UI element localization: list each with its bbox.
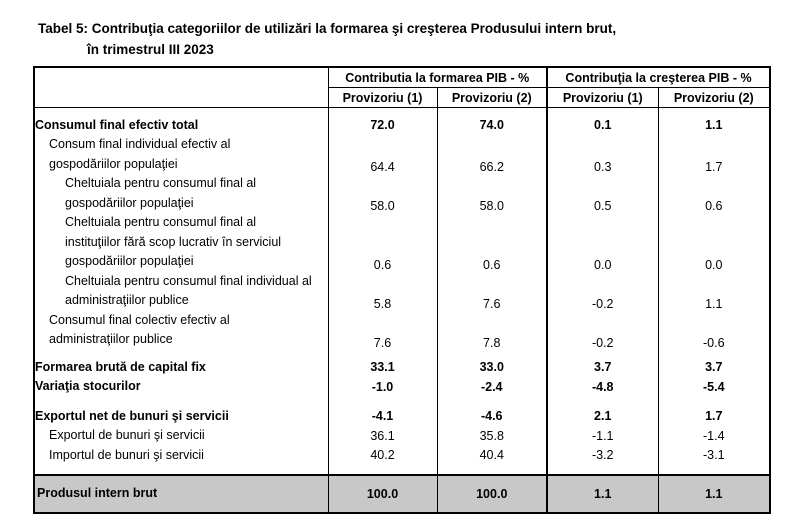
row-label: Importul de bunuri şi servicii [49, 447, 204, 462]
table-row [34, 116, 770, 136]
cell-value: -3.1 [658, 446, 770, 466]
cell-value: -0.2 [547, 272, 658, 311]
cell-value: 1.1 [658, 116, 770, 136]
row-label: Consumul final colectiv efectiv al administraţiilor publice [49, 312, 230, 346]
cell-value: 0.6 [328, 213, 437, 272]
row-label: Cheltuiala pentru consumul final al gospodăriilor populaţiei [65, 176, 257, 210]
cell-value: -0.6 [658, 311, 770, 350]
cell-value: 0.6 [658, 174, 770, 213]
cell-value: -4.1 [328, 407, 437, 427]
row-label: Cheltuiala pentru consumul final al instituţiilor fără scop lucrativ în serviciul gospodăriilor populaţiei [65, 215, 282, 268]
cell-value: 66.2 [437, 135, 547, 174]
gdp-contribution-table [33, 66, 771, 514]
cell-value: 1.7 [658, 407, 770, 427]
cell-value: 100.0 [328, 475, 437, 513]
header-sub: Provizoriu (2) [658, 88, 770, 108]
cell-value: 36.1 [328, 426, 437, 446]
cell-value: 5.8 [328, 272, 437, 311]
cell-value: 7.6 [328, 311, 437, 350]
row-label: Exportul de bunuri şi servicii [49, 428, 205, 442]
cell-value: 1.1 [547, 475, 658, 513]
cell-value: 64.4 [328, 135, 437, 174]
cell-value: 0.5 [547, 174, 658, 213]
title-line-2: în trimestrul III 2023 [87, 42, 214, 57]
cell-value: 58.0 [437, 174, 547, 213]
cell-value: 7.8 [437, 311, 547, 350]
table-row [34, 272, 770, 311]
cell-value: 1.1 [658, 475, 770, 513]
row-label: Consumul final efectiv total [35, 117, 199, 132]
cell-value: 2.1 [547, 407, 658, 427]
cell-value: 0.3 [547, 135, 658, 174]
header-formation-group: Contributia la formarea PIB - % [328, 67, 547, 88]
cell-value: -3.2 [547, 446, 658, 466]
cell-value: 0.0 [658, 213, 770, 272]
cell-value: -1.1 [547, 426, 658, 446]
cell-value: 100.0 [437, 475, 547, 513]
row-label: Exportul net de bunuri şi servicii [35, 408, 229, 423]
header-sub: Provizoriu (2) [437, 88, 547, 108]
cell-value: 33.0 [437, 358, 547, 378]
cell-value: -0.2 [547, 311, 658, 350]
table-row [34, 174, 770, 213]
header-sub: Provizoriu (1) [547, 88, 658, 108]
cell-value: 1.7 [658, 135, 770, 174]
cell-value: -4.6 [437, 407, 547, 427]
cell-value: 7.6 [437, 272, 547, 311]
cell-value: 74.0 [437, 116, 547, 136]
header-sub: Provizoriu (1) [328, 88, 437, 108]
table-row [34, 377, 770, 397]
table-row [34, 135, 770, 174]
cell-value: -2.4 [437, 377, 547, 397]
row-label: Formarea brută de capital fix [35, 359, 206, 374]
cell-value: 35.8 [437, 426, 547, 446]
cell-value: 3.7 [547, 358, 658, 378]
cell-value: -1.4 [658, 426, 770, 446]
total-row [34, 475, 770, 513]
table-row [34, 446, 770, 466]
table-title [38, 18, 616, 60]
table-row [34, 407, 770, 427]
cell-value: -1.0 [328, 377, 437, 397]
cell-value: -5.4 [658, 377, 770, 397]
table-row [34, 358, 770, 378]
row-label: Consum final individual efectiv al gospodăriilor populaţiei [49, 137, 231, 171]
cell-value: 40.2 [328, 446, 437, 466]
cell-value: 40.4 [437, 446, 547, 466]
cell-value: 0.0 [547, 213, 658, 272]
row-label: Cheltuiala pentru consumul final individual al administraţiilor publice [65, 273, 312, 307]
cell-value: 0.6 [437, 213, 547, 272]
cell-value: 0.1 [547, 116, 658, 136]
table-row [34, 213, 770, 272]
cell-value: 72.0 [328, 116, 437, 136]
cell-value: 33.1 [328, 358, 437, 378]
row-label: Variaţia stocurilor [35, 379, 141, 393]
header-blank-2 [34, 88, 328, 108]
cell-value: -4.8 [547, 377, 658, 397]
row-label: Produsul intern brut [34, 475, 328, 513]
table-row [34, 311, 770, 350]
title-line-1: Tabel 5: Contribuţia categoriilor de utilizări la formarea şi creşterea Produsului intern brut, [38, 21, 617, 36]
table-row [34, 426, 770, 446]
cell-value: 58.0 [328, 174, 437, 213]
cell-value: 3.7 [658, 358, 770, 378]
header-growth-group: Contribuţia la creşterea PIB - % [547, 67, 770, 88]
header-blank [34, 67, 328, 88]
cell-value: 1.1 [658, 272, 770, 311]
